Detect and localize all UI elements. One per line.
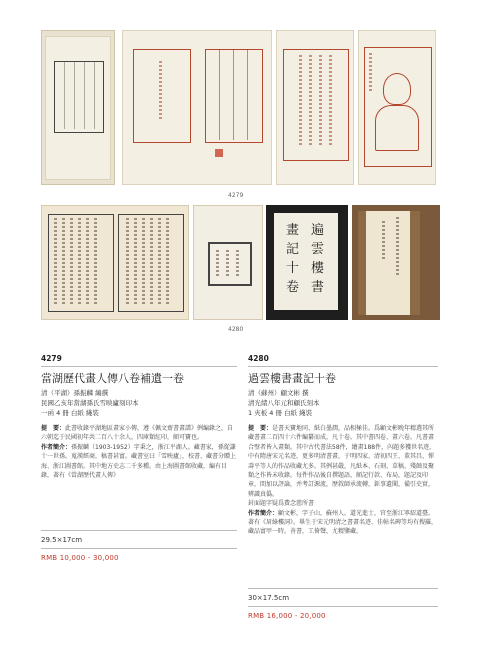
lot-4280-image-cover xyxy=(352,205,440,320)
lot-4280-format: 1 夾板 4 冊 白紙 綫裝 xyxy=(248,409,313,417)
figure-label-4280: 4280 xyxy=(228,326,244,333)
lot-4280-price: RMB 16,000 - 20,000 xyxy=(248,612,326,620)
lot-4279-edition: 民國乙亥年當湖孫氏雪映廬刻印本 xyxy=(41,399,139,407)
lot-4279-description xyxy=(41,424,237,480)
lot-4280-author: 清（蘇州）顧文彬 撰 xyxy=(248,389,309,397)
lot-4279-price: RMB 10,000 - 30,000 xyxy=(41,554,119,562)
lot-4279-image-preface xyxy=(276,30,354,185)
lot-4279-author-bio: 作者簡介：孫振麟（1903-1952）字秉之，浙江平湖人。藏書家，孫從謙十一世孫。嵬漢經商，稿書甚富。藏書室曰「雪映廬」，校書、藏書分贈上海、浙江圖書館。其中地方史志二千多種。由上海圖書館收藏，編有目錄，著有《當湖歷代畫人傳》 xyxy=(41,443,237,480)
lot-4280-number: 4280 xyxy=(248,354,269,363)
lot-4279-number: 4279 xyxy=(41,354,62,363)
red-seal-icon xyxy=(215,149,223,157)
lot-4279-dimensions: 29.5×17cm xyxy=(41,536,83,544)
lot-4279-divider xyxy=(41,366,237,367)
lot-4280-cover-note: 封面題字疑爲費念慈所書 xyxy=(248,500,315,508)
lot-4279-title: 當湖歷代畫人傳八卷補遺一卷 xyxy=(41,372,184,385)
calligraphy-title-a: 遍雲樓書 xyxy=(311,223,325,295)
calligraphy-title-b: 畫記十卷 xyxy=(286,223,300,295)
lot-4280-summary: 提 要：是書天寶地同、紙白墨潤，品相極佳。爲顧文彬晚年精選其所藏書畫二百四十六件編纂而成，凡十卷。其中書四卷、畫六卷。凡書畫合璧者皆入畫類。其中古代書法58件，繪畫188件，內題多獲世名迹，中有隋唐宋元名迹，更多明清書畫，于明四家、清初四王、董其昌、惲壽平等人的作品收藏尤多。其例甚嚴，凡紙本、石刻、草稿、殘蝕及聚類之作皆未收錄。每件作品後自撰題語，頗記行款、布局，題記及印章，間加以評論，并考訂源流，歷敘師承流轉，鉅事遺聞，備引史實，辨識真僞。 xyxy=(248,425,436,498)
lot-4280-dimensions: 30×17.5cm xyxy=(248,594,290,602)
lot-4280-meta xyxy=(248,388,320,418)
portrait-figure xyxy=(383,73,411,105)
lot-4280-image-title-page xyxy=(266,205,348,320)
lot-4279-image-portrait xyxy=(358,30,436,185)
lot-4279-format: 一函 4 冊 白紙 綫裝 xyxy=(41,409,99,417)
lot-4279-meta xyxy=(41,388,139,418)
lot-4280-image-spread xyxy=(41,205,189,320)
lot-4280-title: 過雲樓書畫記十卷 xyxy=(248,372,336,385)
lot-4279-author: 清（平湖）孫振麟 編撰 xyxy=(41,389,109,397)
lot-4279-image-title-page xyxy=(122,30,272,185)
lot-4280-author-bio: 作者簡介：顧文彬，字子山，蘇州人。道光進士，官至浙江寧紹道臺。著有《眉綠樓詞》。畢生于宋元明清之書畫名迹、佳帖名碑等均有搜羅，藏品富甲一時。善書，工倚聲，尤精鑒藏。 xyxy=(248,509,438,536)
lot-4280-divider xyxy=(248,366,438,367)
lot-4279-summary: 提 要：此書收錄平湖地區畫家小傳，遵《佩文齋書畫譜》例編錄之，自六朝迄于民國初年共二百八十余人。四庫類紅印，頗可寶也。 xyxy=(41,425,234,442)
lot-4280-edition: 清光緒八年元和顧氏刻本 xyxy=(248,399,320,407)
lot-4280-image-seal-page xyxy=(193,205,263,320)
lot-4280-description xyxy=(248,424,438,537)
figure-label-4279: 4279 xyxy=(228,192,244,199)
lot-4279-image-page-1 xyxy=(45,36,111,180)
